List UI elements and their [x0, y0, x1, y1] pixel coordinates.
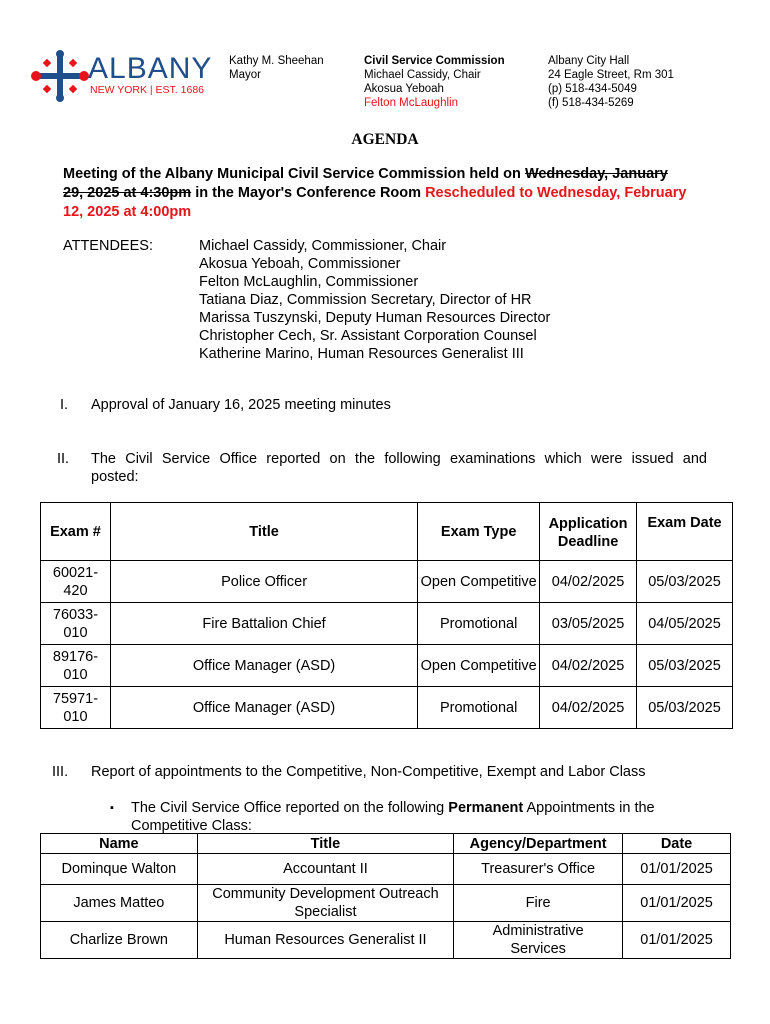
exam-date: 05/03/2025 [637, 561, 733, 603]
phone: (p) 518-434-5049 [548, 83, 637, 95]
exam-table [40, 502, 733, 729]
appointee-name: Dominque Walton [41, 854, 198, 885]
exam-number: 75971- 010 [41, 687, 111, 729]
original-date: Wednesday, January [524, 166, 668, 182]
address-block [548, 54, 674, 110]
appointment-date: 01/01/2025 [623, 922, 731, 959]
table-row [41, 561, 733, 603]
commission-member: Felton McLaughlin [364, 97, 458, 109]
mayor-block [229, 54, 324, 82]
address-line: 24 Eagle Street, Rm 301 [548, 69, 674, 81]
appointee-title: Human Resources Generalist II [197, 922, 453, 959]
item-text: Approval of January 16, 2025 meeting minutes [91, 397, 391, 413]
exam-deadline: 04/02/2025 [540, 561, 637, 603]
attendee: Christopher Cech, Sr. Assistant Corporation Counsel [199, 328, 537, 344]
meeting-statement [63, 165, 723, 222]
exam-number: 60021- 420 [41, 561, 111, 603]
exam-type: Open Competitive [418, 645, 540, 687]
col-date: Date [623, 834, 731, 854]
appointee-name: Charlize Brown [41, 922, 198, 959]
exam-type: Promotional [418, 687, 540, 729]
col-exam-date: Exam Date [637, 503, 733, 561]
col-exam-type: Exam Type [418, 503, 540, 561]
exam-title: Police Officer [110, 561, 417, 603]
appointment-date: 01/01/2025 [623, 885, 731, 922]
logo-tagline: NEW YORK | EST. 1686 [90, 84, 204, 96]
col-exam-number: Exam # [41, 503, 111, 561]
table-row [41, 603, 733, 645]
exam-deadline: 04/02/2025 [540, 687, 637, 729]
table-row [41, 645, 733, 687]
attendee: Felton McLaughlin, Commissioner [199, 274, 419, 290]
attendee: Tatiana Diaz, Commission Secretary, Director of HR [199, 292, 532, 308]
commission-member: Akosua Yeboah [364, 83, 444, 95]
col-title: Title [197, 834, 453, 854]
bullet-icon: ▪ [110, 802, 114, 814]
exam-date: 04/05/2025 [637, 603, 733, 645]
albany-seal-icon [30, 48, 90, 104]
exam-title: Fire Battalion Chief [110, 603, 417, 645]
appointee-agency: Administrative Services [454, 922, 623, 959]
exam-type: Promotional [418, 603, 540, 645]
address-line: Albany City Hall [548, 55, 630, 67]
item-line: posted: [91, 469, 139, 485]
item-number: III. [52, 764, 69, 780]
col-title: Title [110, 503, 417, 561]
col-name: Name [41, 834, 198, 854]
reschedule-date: 12, 2025 at 4:00pm [63, 204, 192, 220]
item-number: II. [57, 451, 70, 467]
col-application-deadline: Application Deadline [540, 503, 637, 561]
exam-date: 05/03/2025 [637, 645, 733, 687]
appointments-table [40, 833, 731, 959]
attendee: Akosua Yeboah, Commissioner [199, 256, 401, 272]
attendee: Marissa Tuszynski, Deputy Human Resources Director [199, 310, 551, 326]
exam-number: 76033- 010 [41, 603, 111, 645]
appointee-agency: Fire [454, 885, 623, 922]
commission-member: Michael Cassidy, Chair [364, 69, 481, 81]
appointment-date: 01/01/2025 [623, 854, 731, 885]
item-line: The Civil Service Office reported on the following examinations which were issued and [91, 451, 707, 467]
commission-title: Civil Service Commission [364, 55, 505, 67]
table-row [41, 922, 731, 959]
attendees-list [199, 237, 550, 363]
fax: (f) 518-434-5269 [548, 97, 634, 109]
permanent-appointments-intro: The Civil Service Office reported on the following Permanent Appointments in the Competitive Class: [131, 800, 655, 834]
table-row [41, 687, 733, 729]
mayor-title: Mayor [229, 69, 261, 81]
attendees-label: ATTENDEES: [63, 238, 153, 254]
exam-number: 89176- 010 [41, 645, 111, 687]
exam-title: Office Manager (ASD) [110, 645, 417, 687]
exam-type: Open Competitive [418, 561, 540, 603]
appointee-name: James Matteo [41, 885, 198, 922]
item-text [91, 450, 707, 486]
item-text: Report of appointments to the Competitive, Non-Competitive, Exempt and Labor Class [91, 764, 646, 780]
attendee: Michael Cassidy, Commissioner, Chair [199, 238, 447, 254]
reschedule-notice: Rescheduled to Wednesday, February [425, 185, 687, 201]
commission-block [364, 54, 505, 110]
exam-deadline: 04/02/2025 [540, 645, 637, 687]
agenda-title: AGENDA [351, 131, 419, 148]
appointee-title: Accountant II [197, 854, 453, 885]
col-agency: Agency/Department [454, 834, 623, 854]
item-number: I. [60, 397, 69, 413]
mayor-name: Kathy M. Sheehan [229, 55, 324, 67]
meeting-prefix: Meeting of the Albany Municipal Civil Service Commission held on [63, 166, 525, 182]
exam-title: Office Manager (ASD) [110, 687, 417, 729]
albany-logo [30, 46, 213, 106]
logo-name: ALBANY [88, 52, 213, 85]
exam-date: 05/03/2025 [637, 687, 733, 729]
appointee-title: Community Development Outreach Specialist [197, 885, 453, 922]
meeting-location: in the Mayor's Conference Room [191, 185, 426, 201]
original-time: 29, 2025 at 4:30pm [63, 185, 192, 201]
appointee-agency: Treasurer's Office [454, 854, 623, 885]
table-row [41, 854, 731, 885]
attendee: Katherine Marino, Human Resources Generalist III [199, 346, 524, 362]
exam-deadline: 03/05/2025 [540, 603, 637, 645]
table-row [41, 885, 731, 922]
